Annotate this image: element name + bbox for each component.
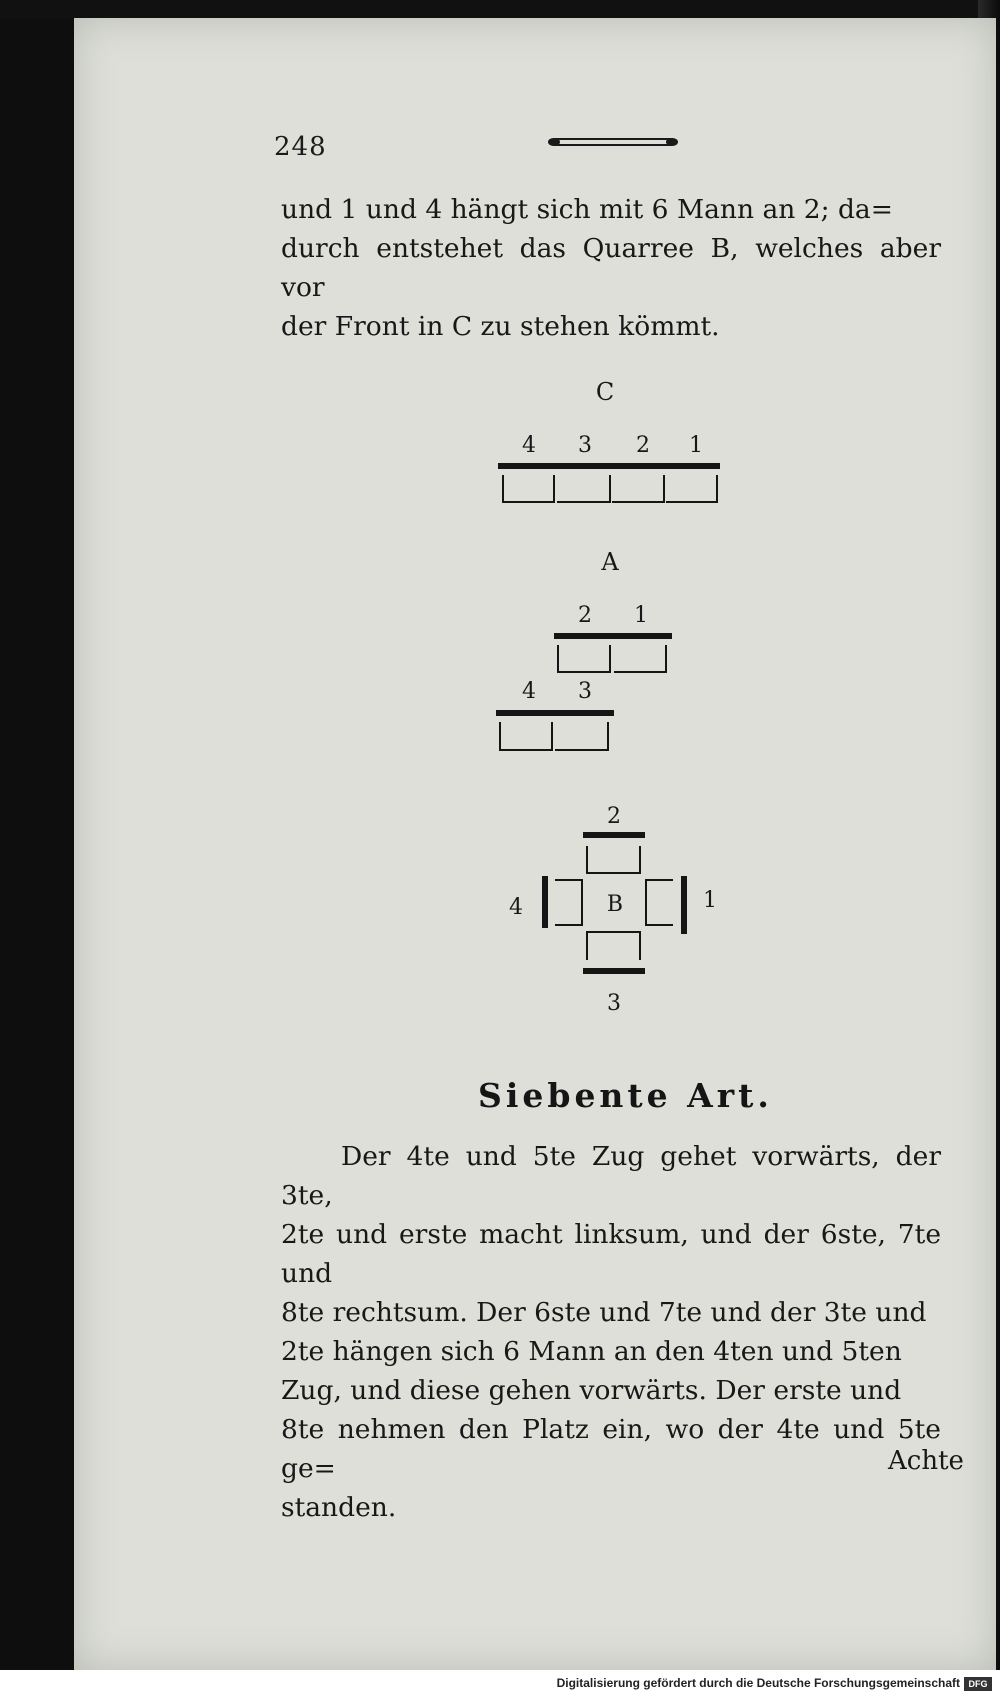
figure-b-number: 2 [607,804,621,829]
text-line: 2te hängen sich 6 Mann an den 4ten und 5ten [281,1336,902,1367]
figure-c-number: 2 [636,433,650,458]
footer-credit: Digitalisierung gefördert durch die Deutsche Forschungsgemeinschaft [556,1676,960,1690]
dfg-logo: DFG [964,1677,992,1691]
text-line: Der 4te und 5te Zug gehet vorwärts, der 3te, [281,1141,941,1211]
section-heading: Siebente Art. [478,1076,773,1115]
figure-b-number: 4 [509,895,523,920]
text-line: Zug, und diese gehen vorwärts. Der erste und [281,1375,902,1406]
figure-c-number: 1 [689,433,703,458]
figure-a-label: A [601,548,619,576]
text-line: 8te nehmen den Platz ein, wo der 4te und 5te ge= [281,1414,941,1484]
figure-a-number: 3 [578,679,592,704]
page-number: 248 [274,132,327,162]
text-line: standen. [281,1492,397,1523]
figure-c-number: 4 [522,433,536,458]
figure-a-number: 4 [522,679,536,704]
figure-a-upper-formation [554,636,672,672]
text-line: der Front in C zu stehen kömmt. [281,311,720,342]
text-line: 2te und erste macht linksum, und der 6ste, 7te und [281,1219,941,1289]
figure-b-number: 1 [703,888,717,913]
footer-bar [0,1670,1000,1696]
figure-b-label: B [606,892,624,917]
figure-c-label: C [595,378,615,406]
text-line: 8te rechtsum. Der 6ste und 7te und der 3te und [281,1297,927,1328]
text-line: und 1 und 4 hängt sich mit 6 Mann an 2; da= [281,194,893,225]
figure-c-formation [498,466,720,502]
figure-c-number: 3 [578,433,592,458]
body-paragraph [281,1137,941,1527]
text-line: durch entstehet das Quarree B, welches aber vor [281,233,941,303]
figure-a-number: 1 [634,603,648,628]
figure-a-lower-formation [496,713,614,750]
catchword: Achte [888,1446,964,1476]
figure-b-number: 3 [607,991,621,1016]
figure-a-number: 2 [578,603,592,628]
